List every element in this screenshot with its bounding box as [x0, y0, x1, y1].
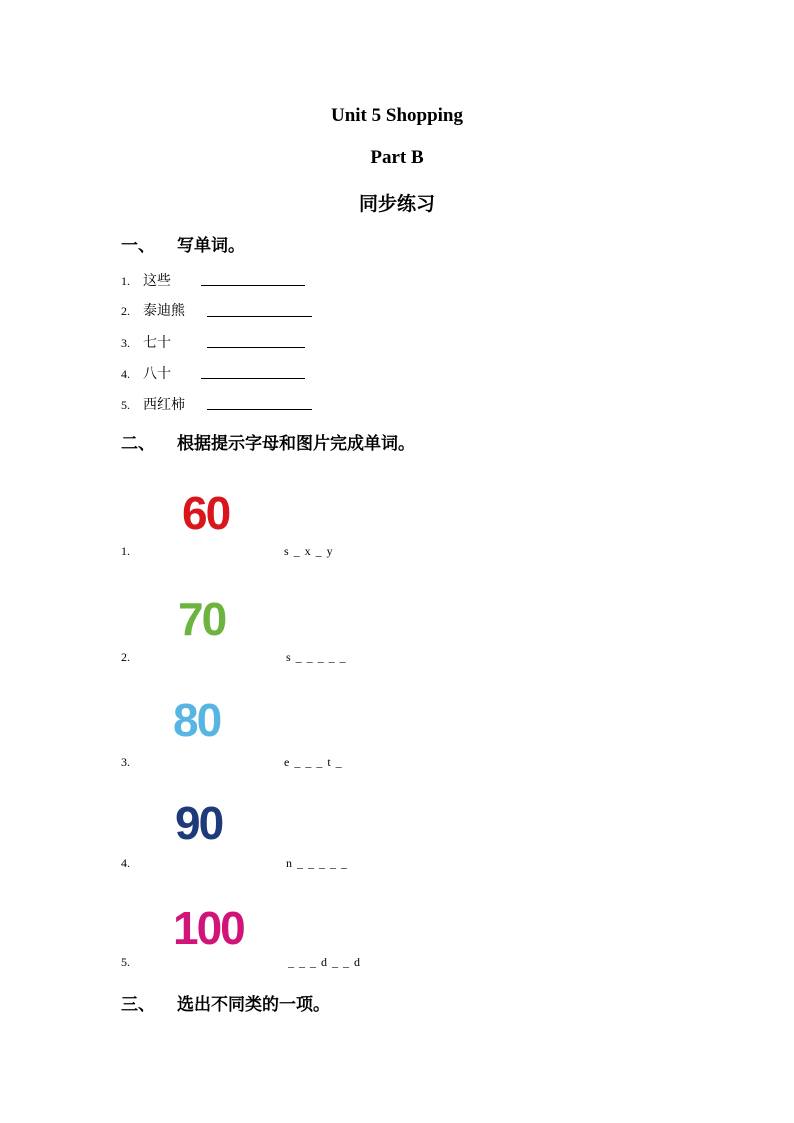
section-2-title: 根据提示字母和图片完成单词。 [177, 434, 415, 453]
section-1-heading [121, 231, 245, 256]
document-heading: 同步练习 [358, 194, 435, 215]
vocab-item-word: 泰迪熊 [143, 304, 185, 319]
number-image-80: 80 [173, 694, 221, 746]
answer-blank[interactable] [201, 285, 305, 286]
answer-blank[interactable] [207, 347, 305, 348]
letter-hint: s _ _ _ _ _ [286, 650, 347, 664]
section-3-number: 三、 [121, 995, 155, 1014]
letter-hint: _ _ _ d _ _ d [288, 955, 361, 969]
vocab-item-number: 3. [121, 336, 130, 350]
letter-hint: s _ x _ y [284, 544, 334, 558]
vocab-item [121, 270, 171, 290]
vocab-item [121, 394, 185, 414]
section-1-title: 写单词。 [177, 236, 245, 255]
question-number: 5. [121, 955, 130, 969]
section-3-heading [121, 990, 330, 1015]
vocab-item-word: 八十 [143, 367, 171, 382]
section-2-number: 二、 [121, 434, 155, 453]
vocab-item-word: 七十 [143, 336, 171, 351]
document-subtitle: Part B [370, 147, 424, 168]
vocab-item-word: 西红柿 [143, 398, 185, 413]
vocab-item-word: 这些 [143, 274, 171, 289]
vocab-item [121, 300, 185, 320]
letter-hint: e _ _ _ t _ [284, 755, 343, 769]
vocab-item-number: 1. [121, 274, 130, 288]
answer-blank[interactable] [207, 409, 312, 410]
document-title: Unit 5 Shopping [330, 105, 463, 126]
answer-blank[interactable] [201, 378, 305, 379]
question-number: 1. [121, 544, 130, 558]
vocab-item-number: 2. [121, 304, 130, 318]
vocab-item [121, 363, 171, 383]
section-2-heading [121, 429, 415, 454]
vocab-item-number: 4. [121, 367, 130, 381]
letter-hint: n _ _ _ _ _ [286, 856, 348, 870]
vocab-item [121, 332, 171, 352]
number-image-60: 60 [182, 487, 230, 539]
vocab-item-number: 5. [121, 398, 130, 412]
number-image-90: 90 [175, 797, 223, 849]
answer-blank[interactable] [207, 316, 312, 317]
number-image-100: 100 [173, 902, 244, 954]
question-number: 4. [121, 856, 130, 870]
question-number: 3. [121, 755, 130, 769]
question-number: 2. [121, 650, 130, 664]
section-1-number: 一、 [121, 236, 155, 255]
section-3-title: 选出不同类的一项。 [177, 995, 330, 1014]
number-image-70: 70 [178, 593, 226, 645]
